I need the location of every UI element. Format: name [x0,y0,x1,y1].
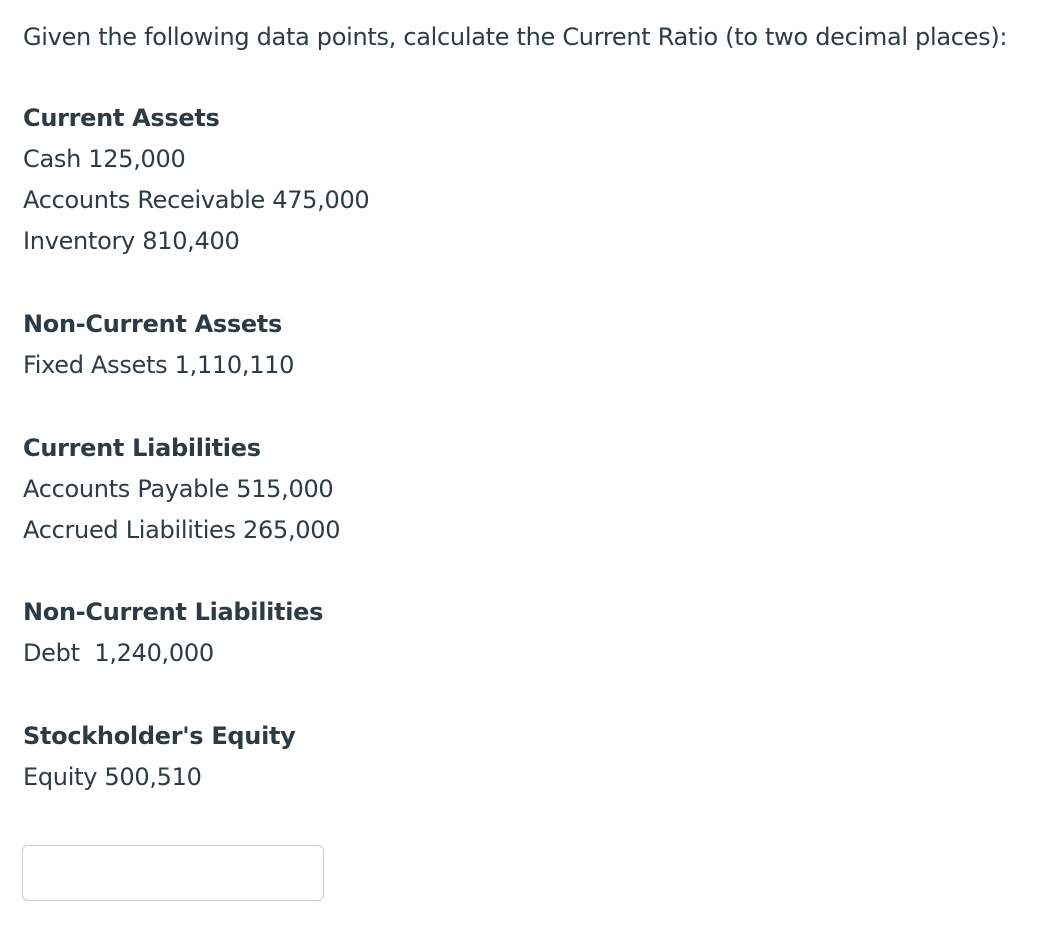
section-heading: Current Assets [23,104,220,132]
line-item-accounts-payable: Accounts Payable 515,000 [23,475,334,503]
section-heading: Stockholder's Equity [23,722,296,750]
line-item-inventory: Inventory 810,400 [23,227,240,255]
question-prompt: Given the following data points, calculate the Current Ratio (to two decimal places): [23,23,1008,51]
section-heading: Non-Current Assets [23,310,282,338]
section-heading: Non-Current Liabilities [23,598,324,626]
line-item-debt: Debt 1,240,000 [23,639,214,667]
section-non-current-liabilities [23,597,323,668]
section-stockholders-equity [23,721,296,792]
section-current-liabilities [23,433,340,545]
section-heading: Current Liabilities [23,434,261,462]
answer-input[interactable] [22,845,324,901]
line-item-fixed-assets: Fixed Assets 1,110,110 [23,351,295,379]
line-item-cash: Cash 125,000 [23,145,186,173]
line-item-accounts-receivable: Accounts Receivable 475,000 [23,186,370,214]
line-item-accrued-liabilities: Accrued Liabilities 265,000 [23,516,341,544]
line-item-equity: Equity 500,510 [23,763,202,791]
question-block [23,22,1023,52]
section-non-current-assets [23,309,294,380]
section-current-assets [23,103,369,256]
